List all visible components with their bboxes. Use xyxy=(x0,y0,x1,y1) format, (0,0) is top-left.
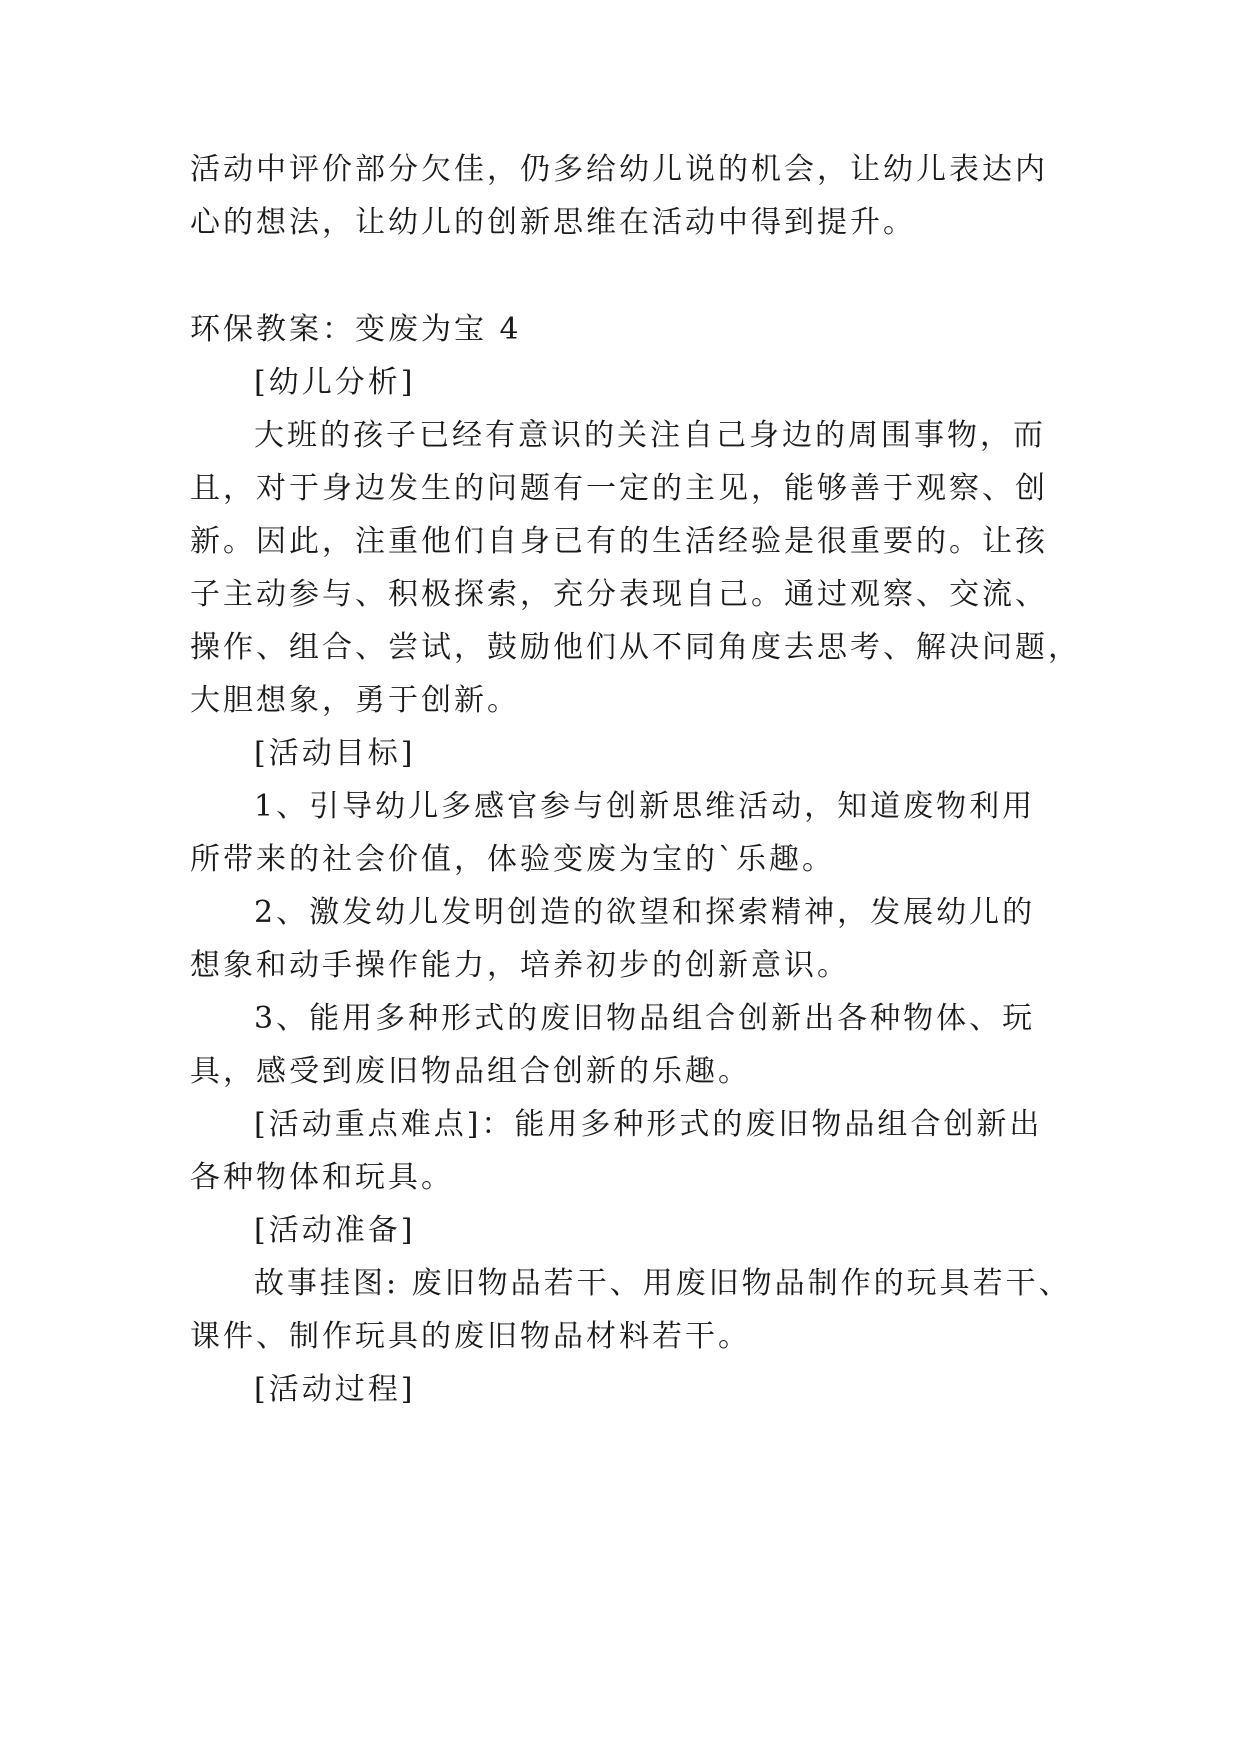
paragraph-line: 操作、组合、尝试，鼓励他们从不同角度去思考、解决问题， xyxy=(190,630,1081,665)
paragraph-line: 各种物体和玩具。 xyxy=(190,1160,454,1195)
section-title: 环保教案：变废为宝 4 xyxy=(190,312,522,347)
section-heading: [活动准备] xyxy=(254,1213,416,1248)
paragraph-line: 课件、制作玩具的废旧物品材料若干。 xyxy=(190,1319,751,1354)
paragraph-line: 所带来的社会价值，体验变废为宝的`乐趣。 xyxy=(190,842,835,877)
section-heading: [幼儿分析] xyxy=(254,365,416,400)
section-heading: [活动目标] xyxy=(254,736,416,771)
paragraph-line: 活动中评价部分欠佳，仍多给幼儿说的机会，让幼儿表达内 xyxy=(190,152,1048,187)
paragraph-line: 想象和动手操作能力，培养初步的创新意识。 xyxy=(190,948,850,983)
paragraph-line: 且，对于身边发生的问题有一定的主见，能够善于观察、创 xyxy=(190,471,1048,506)
paragraph-line: 故事挂图: 废旧物品若干、用废旧物品制作的玩具若干、 xyxy=(254,1266,1072,1301)
paragraph-line: [活动重点难点]：能用多种形式的废旧物品组合创新出 xyxy=(254,1107,1043,1142)
paragraph-line: 心的想法，让幼儿的创新思维在活动中得到提升。 xyxy=(190,205,916,240)
paragraph-line: 2、激发幼儿发明创造的欲望和探索精神，发展幼儿的 xyxy=(254,895,1036,930)
paragraph-line: 新。因此，注重他们自身已有的生活经验是很重要的。让孩 xyxy=(190,524,1048,559)
paragraph-line: 具，感受到废旧物品组合创新的乐趣。 xyxy=(190,1054,751,1089)
paragraph-line: 3、能用多种形式的废旧物品组合创新出各种物体、玩 xyxy=(254,1001,1036,1036)
section-heading: [活动过程] xyxy=(254,1372,416,1407)
paragraph-line: 大胆想象，勇于创新。 xyxy=(190,683,520,718)
paragraph-line: 大班的孩子已经有意识的关注自己身边的周围事物，而 xyxy=(254,418,1046,453)
paragraph-line: 1、引导幼儿多感官参与创新思维活动，知道废物利用 xyxy=(254,789,1036,824)
paragraph-line: 子主动参与、积极探索，充分表现自己。通过观察、交流、 xyxy=(190,577,1048,612)
